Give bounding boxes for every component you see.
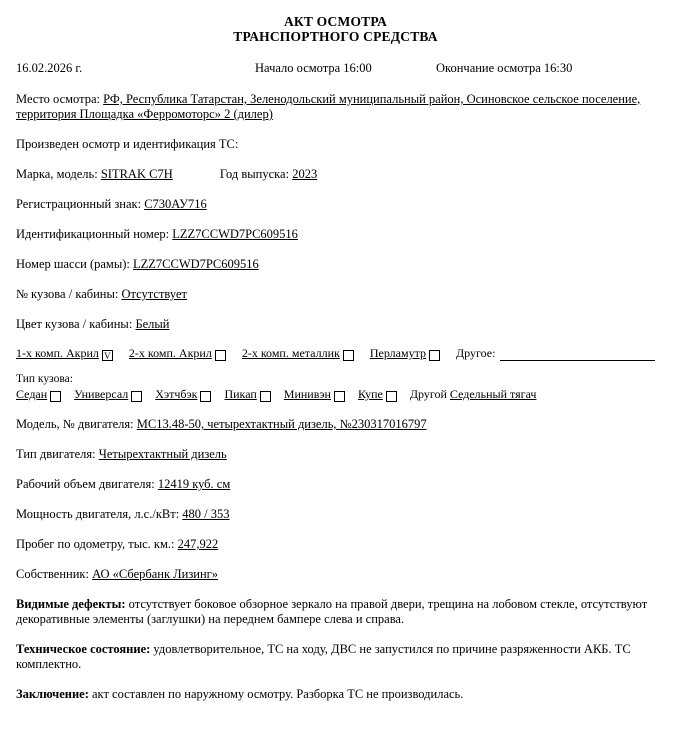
field-chassis-number-label: Номер шасси (рамы): <box>16 257 130 271</box>
field-vin <box>16 227 655 242</box>
inspection-note: Произведен осмотр и идентификация ТС: <box>16 137 239 151</box>
field-vin-label: Идентификационный номер: <box>16 227 170 241</box>
field-engine-type <box>16 447 655 462</box>
body-type-pickup-label: Пикап <box>224 387 257 401</box>
body-type-hatchback-label: Хэтчбэк <box>155 387 198 401</box>
field-registration-plate-label: Регистрационный знак: <box>16 197 142 211</box>
field-engine-model <box>16 417 655 432</box>
paint-option-acrylic-1k-checkbox[interactable]: V <box>102 350 113 361</box>
field-odometer <box>16 537 655 552</box>
body-type-minivan-checkbox[interactable] <box>334 391 345 402</box>
inspection-place-label: Место осмотра: <box>16 92 101 106</box>
paint-option-acrylic-1k-label: 1-х комп. Акрил <box>16 346 99 360</box>
field-engine-power-value: 480 / 353 <box>182 507 230 521</box>
field-vin-value: LZZ7CCWD7PC609516 <box>172 227 298 241</box>
field-chassis-number <box>16 257 655 272</box>
body-type-other[interactable] <box>410 387 537 402</box>
field-engine-power <box>16 507 655 522</box>
field-body-color-value: Белый <box>135 317 170 331</box>
body-type-hatchback-checkbox[interactable] <box>200 391 211 402</box>
body-type-row <box>16 387 655 402</box>
field-body-number-value: Отсутствует <box>121 287 187 301</box>
inspection-date: 16.02.2026 г. <box>16 61 83 75</box>
technical-condition <box>16 642 655 672</box>
field-chassis-number-value: LZZ7CCWD7PC609516 <box>133 257 259 271</box>
body-type-sedan-checkbox[interactable] <box>50 391 61 402</box>
field-engine-power-label: Мощность двигателя, л.с./кВт: <box>16 507 180 521</box>
body-type-hatchback[interactable] <box>155 387 211 402</box>
field-registration-plate <box>16 197 655 212</box>
paint-option-acrylic-2k-label: 2-х комп. Акрил <box>128 346 212 360</box>
paint-option-other-input[interactable] <box>500 349 655 361</box>
technical-condition-value: удовлетворительное, ТС на ходу, ДВС не запустился по причине разряженности АКБ. ТС комплектно. <box>16 642 631 671</box>
body-type-minivan[interactable] <box>284 387 345 402</box>
visible-defects-value: отсутствует боковое обзорное зеркало на правой двери, трещина на лобовом стекле, отсутствуют декоративные элементы (заглушки) на переднем бампере слева и справа. <box>16 597 648 626</box>
paint-option-other-label: Другое: <box>455 346 496 360</box>
field-body-number <box>16 287 655 302</box>
title-line-1: АКТ ОСМОТРА <box>283 14 388 29</box>
inspection-place-value: РФ, Республика Татарстан, Зеленодольский муниципальный район, Осиновское сельское поселение, территория Площадка «Ферромоторс» 2 (дилер) <box>16 92 641 121</box>
paint-option-metallic-2k[interactable] <box>242 346 354 361</box>
paint-option-other[interactable] <box>456 346 655 361</box>
field-year-value: 2023 <box>292 167 318 181</box>
body-type-coupe[interactable] <box>358 387 397 402</box>
paint-option-pearl-label: Перламутр <box>369 346 426 360</box>
body-type-minivan-label: Минивэн <box>283 387 331 401</box>
field-body-color-label: Цвет кузова / кабины: <box>16 317 133 331</box>
visible-defects-label: Видимые дефекты: <box>16 597 126 611</box>
body-type-pickup[interactable] <box>224 387 270 402</box>
field-odometer-value: 247,922 <box>177 537 219 551</box>
body-type-coupe-label: Купе <box>357 387 383 401</box>
body-type-other-label: Другой <box>409 387 447 401</box>
field-owner-label: Собственник: <box>16 567 89 581</box>
field-make-model-value: SITRAK C7H <box>100 167 173 181</box>
paint-option-metallic-2k-checkbox[interactable] <box>343 350 354 361</box>
paint-option-acrylic-1k[interactable] <box>16 346 113 361</box>
field-body-color <box>16 317 655 332</box>
body-type-wagon[interactable] <box>74 387 142 402</box>
body-type-coupe-checkbox[interactable] <box>386 391 397 402</box>
field-engine-model-value: МС13.48-50, четырехтактный дизель, №230317016797 <box>136 417 427 431</box>
title-line-2: ТРАНСПОРТНОГО СРЕДСТВА <box>233 29 438 44</box>
body-type-pickup-checkbox[interactable] <box>260 391 271 402</box>
inspection-place <box>16 92 655 122</box>
paint-option-metallic-2k-label: 2-х комп. металлик <box>241 346 340 360</box>
field-owner-value: АО «Сбербанк Лизинг» <box>92 567 219 581</box>
paint-option-pearl[interactable] <box>370 346 440 361</box>
paint-option-pearl-checkbox[interactable] <box>429 350 440 361</box>
body-type-label: Тип кузова: <box>16 373 73 385</box>
field-body-number-label: № кузова / кабины: <box>16 287 119 301</box>
field-engine-type-value: Четырехтактный дизель <box>98 447 227 461</box>
field-make-model-label: Марка, модель: <box>16 167 98 181</box>
body-type-sedan[interactable] <box>16 387 61 402</box>
body-type-other-value[interactable]: Седельный тягач <box>449 387 537 401</box>
paint-option-acrylic-2k[interactable] <box>129 346 226 361</box>
technical-condition-label: Техническое состояние: <box>16 642 151 656</box>
body-type-wagon-label: Универсал <box>74 387 129 401</box>
inspection-start-time: Начало осмотра 16:00 <box>255 61 372 75</box>
field-make-model <box>16 167 655 182</box>
body-type-sedan-label: Седан <box>16 387 48 401</box>
field-owner <box>16 567 655 582</box>
field-engine-volume-value: 12419 куб. см <box>157 477 231 491</box>
field-year-label: Год выпуска: <box>219 167 290 181</box>
field-odometer-label: Пробег по одометру, тыс. км.: <box>16 537 175 551</box>
inspection-times-row <box>16 61 655 77</box>
field-engine-volume <box>16 477 655 492</box>
inspection-end-time: Окончание осмотра 16:30 <box>436 61 573 75</box>
field-registration-plate-value: С730АУ716 <box>144 197 207 211</box>
conclusion-value: акт составлен по наружному осмотру. Разборка ТС не производилась. <box>88 687 464 701</box>
field-engine-model-label: Модель, № двигателя: <box>16 417 134 431</box>
page-title <box>16 14 655 44</box>
paint-type-row <box>16 346 655 361</box>
conclusion-label: Заключение: <box>16 687 89 701</box>
conclusion <box>16 687 655 702</box>
paint-option-acrylic-2k-checkbox[interactable] <box>215 350 226 361</box>
visible-defects <box>16 597 655 627</box>
body-type-wagon-checkbox[interactable] <box>131 391 142 402</box>
field-engine-type-label: Тип двигателя: <box>16 447 96 461</box>
field-engine-volume-label: Рабочий объем двигателя: <box>16 477 155 491</box>
